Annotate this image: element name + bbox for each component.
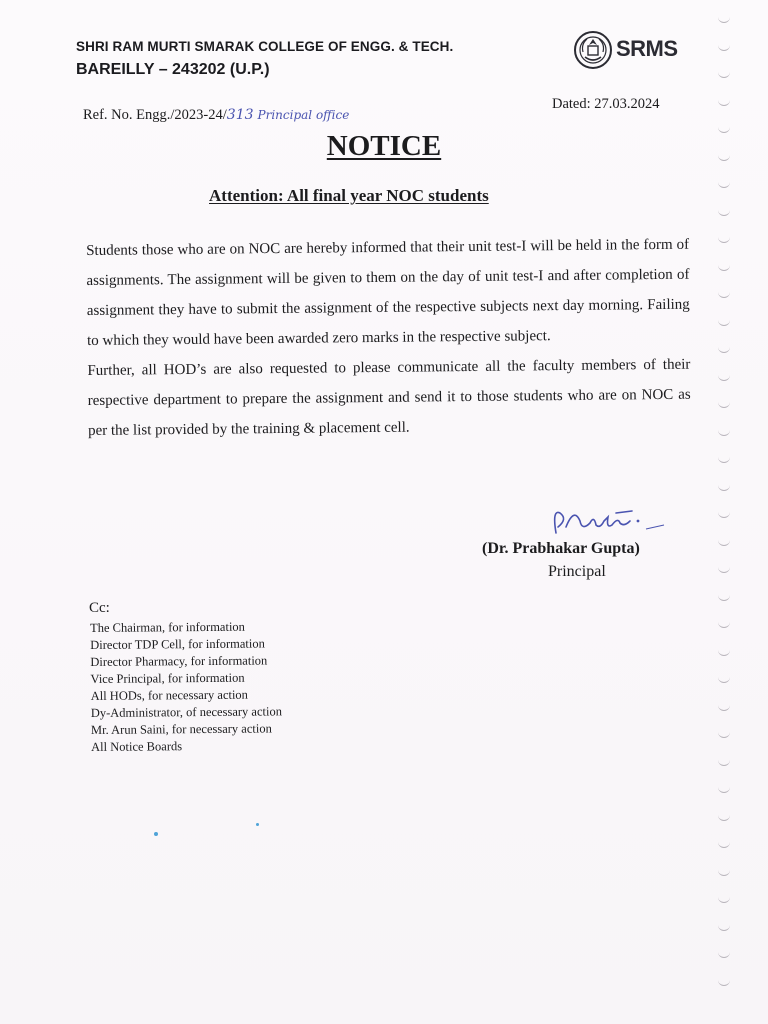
cc-item: Vice Principal, for information xyxy=(90,670,245,686)
punch-mark xyxy=(718,429,730,436)
notice-paragraph-1: Students those who are on NOC are hereby informed that their unit test-I will be held in the form of assignments. The assignment will be given to them on the day of unit test-I and after completion of assignment they have to submit the assignment of the respective subjects next day morning. Failing to which they would have been awarded zero marks in the respective subject. xyxy=(86,236,690,349)
cc-list xyxy=(90,618,282,756)
notice-title-text: NOTICE xyxy=(326,130,442,162)
notice-date: Dated: 27.03.2024 xyxy=(552,96,660,112)
signatory-name: (Dr. Prabhakar Gupta) xyxy=(482,540,640,557)
ink-speck xyxy=(154,832,158,836)
notice-title xyxy=(0,130,768,163)
punch-mark xyxy=(718,44,730,51)
punch-mark xyxy=(718,374,730,381)
punch-mark xyxy=(718,346,730,353)
punch-mark xyxy=(718,291,730,298)
punch-mark xyxy=(718,731,730,738)
punch-mark xyxy=(718,181,730,188)
punch-mark xyxy=(718,759,730,766)
punch-mark xyxy=(718,841,730,848)
reference-prefix: Ref. No. Engg./2023-24/ xyxy=(83,107,227,123)
cc-item: All HODs, for necessary action xyxy=(90,687,248,703)
cc-item: The Chairman, for information xyxy=(90,619,245,635)
punch-mark xyxy=(718,319,730,326)
attention-line: Attention: All final year NOC students xyxy=(209,186,489,205)
punch-mark xyxy=(718,676,730,683)
punch-mark xyxy=(718,896,730,903)
cc-item: Dy-Administrator, of necessary action xyxy=(90,704,282,720)
cc-item: Mr. Arun Saini, for necessary action xyxy=(90,721,272,737)
punch-mark xyxy=(718,16,730,23)
punch-mark xyxy=(718,951,730,958)
cc-item: All Notice Boards xyxy=(91,739,183,754)
handwritten-office-note: Principal office xyxy=(257,108,350,122)
punch-mark xyxy=(718,484,730,491)
handwritten-reference-number: 313 xyxy=(226,107,254,123)
punch-mark xyxy=(718,209,730,216)
cc-label: Cc: xyxy=(89,600,110,616)
punch-mark xyxy=(718,511,730,518)
punch-mark xyxy=(718,814,730,821)
punch-mark xyxy=(718,649,730,656)
reference-number xyxy=(83,107,349,124)
punch-mark xyxy=(718,621,730,628)
cc-item: Director TDP Cell, for information xyxy=(90,636,265,652)
punch-mark xyxy=(718,264,730,271)
punch-mark xyxy=(718,71,730,78)
notice-paragraph-2: Further, all HOD’s are also requested to please communicate all the faculty members of their respective department to prepare the assignment and send it to those students who are on NOC as per the list provided by the training & placement cell. xyxy=(87,356,691,439)
punch-mark xyxy=(718,594,730,601)
punch-mark xyxy=(718,456,730,463)
logo-text: SRMS xyxy=(616,36,678,61)
punch-mark xyxy=(718,236,730,243)
college-address: BAREILLY – 243202 (U.P.) xyxy=(76,61,270,78)
punch-mark xyxy=(718,704,730,711)
punch-mark xyxy=(718,401,730,408)
college-emblem-icon xyxy=(573,30,613,70)
punch-mark xyxy=(718,99,730,106)
punch-mark xyxy=(718,539,730,546)
punch-mark xyxy=(718,786,730,793)
notice-body xyxy=(86,230,691,446)
punch-mark xyxy=(718,924,730,931)
cc-item: Director Pharmacy, for information xyxy=(90,653,268,669)
signatory-title: Principal xyxy=(548,563,606,580)
punch-mark xyxy=(718,869,730,876)
srms-logo xyxy=(573,30,693,74)
ink-speck xyxy=(256,823,259,826)
college-name: SHRI RAM MURTI SMARAK COLLEGE OF ENGG. & TECH. xyxy=(76,39,454,54)
punch-mark xyxy=(718,566,730,573)
punch-mark xyxy=(718,979,730,986)
